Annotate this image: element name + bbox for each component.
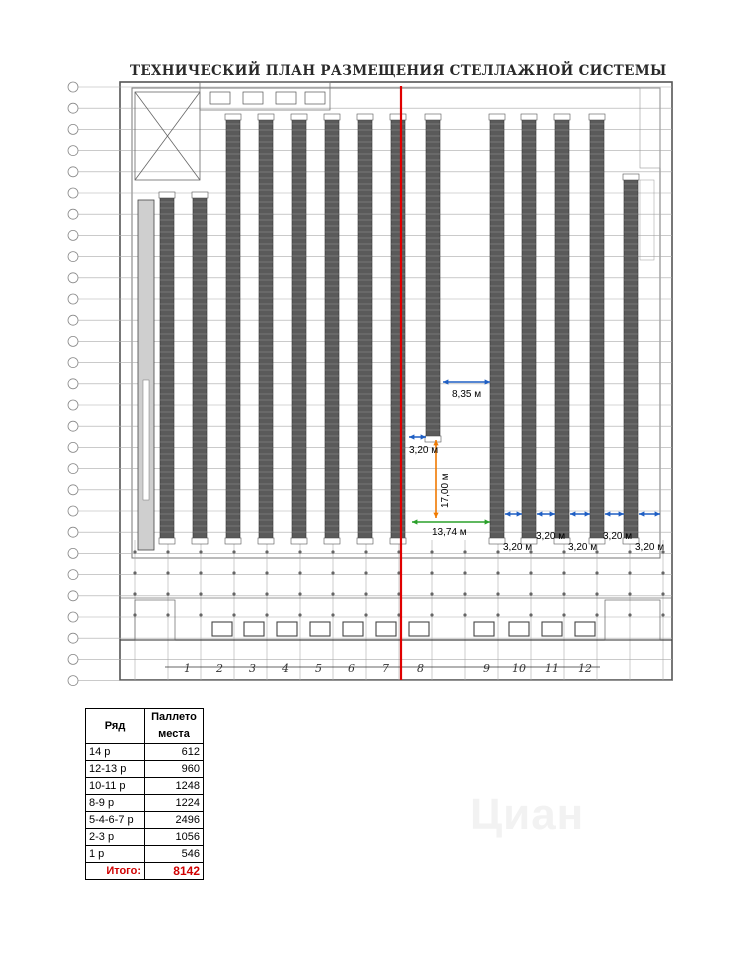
grid-axis-marker — [68, 336, 78, 346]
row-value: 612 — [145, 744, 204, 761]
rack-row — [623, 174, 639, 544]
table-row — [86, 744, 204, 761]
column-dot — [628, 550, 631, 553]
column-dot — [661, 592, 664, 595]
column-dot — [364, 613, 367, 616]
column-dot — [562, 571, 565, 574]
table-header-row: Ряд — [86, 709, 145, 744]
column-dot — [133, 571, 136, 574]
dim-label-3-20-f: 3,20 м — [635, 542, 665, 553]
grid-axis-marker — [68, 676, 78, 686]
rack-row — [324, 114, 340, 544]
rack-end-cap — [192, 538, 208, 544]
grid-axis-marker — [68, 230, 78, 240]
column-dot — [298, 613, 301, 616]
column-label-6: 6 — [348, 662, 355, 675]
row-label: 8-9 р — [86, 795, 145, 812]
grid-axis-marker — [68, 273, 78, 283]
column-dot — [562, 592, 565, 595]
dim-label-17-00: 17,00 м — [440, 473, 451, 508]
column-dot — [463, 550, 466, 553]
arrow-head — [619, 511, 624, 516]
loading-gate — [343, 622, 363, 636]
row-label: 12-13 р — [86, 761, 145, 778]
arrow-head — [655, 511, 660, 516]
column-dot — [298, 571, 301, 574]
rack-body — [555, 120, 569, 538]
rack-body — [325, 120, 339, 538]
column-dot — [628, 613, 631, 616]
rack-body — [590, 120, 604, 538]
arrow-head — [485, 519, 490, 524]
rack-end-cap — [159, 192, 175, 198]
grid-axis-marker — [68, 252, 78, 262]
row-label: 14 р — [86, 744, 145, 761]
loading-gate — [542, 622, 562, 636]
rack-end-cap — [623, 174, 639, 180]
column-dot — [166, 571, 169, 574]
rack-end-cap — [489, 114, 505, 120]
loading-gate — [310, 622, 330, 636]
table-row — [86, 829, 204, 846]
grid-axis-marker — [68, 570, 78, 580]
grid-axis-marker — [68, 654, 78, 664]
row-value: 1056 — [145, 829, 204, 846]
rack-row — [192, 192, 208, 544]
column-dot — [430, 571, 433, 574]
row-value: 546 — [145, 846, 204, 863]
corner-room — [605, 600, 660, 640]
grid-axis-marker — [68, 612, 78, 622]
dock-equipment — [305, 92, 325, 104]
rack-row — [159, 192, 175, 544]
column-dot — [265, 592, 268, 595]
total-label: Итого: — [86, 863, 145, 880]
row-value: 2496 — [145, 812, 204, 829]
loading-gate — [575, 622, 595, 636]
grid-axis-marker — [68, 124, 78, 134]
loading-gate — [409, 622, 429, 636]
arrow-head — [412, 519, 417, 524]
arrow-head — [639, 511, 644, 516]
arrow-head — [517, 511, 522, 516]
column-dot — [562, 613, 565, 616]
column-dot — [199, 613, 202, 616]
loading-gate — [474, 622, 494, 636]
column-dot — [166, 550, 169, 553]
rack-body — [292, 120, 306, 538]
column-label-9: 9 — [483, 662, 490, 675]
column-dot — [496, 550, 499, 553]
column-dot — [430, 592, 433, 595]
dim-label-3-20-b: 3,20 м — [503, 542, 533, 553]
column-dot — [562, 550, 565, 553]
column-dot — [529, 592, 532, 595]
column-dot — [661, 613, 664, 616]
loading-gate — [212, 622, 232, 636]
rack-end-cap — [357, 538, 373, 544]
arrow-head — [537, 511, 542, 516]
rack-end-cap — [324, 538, 340, 544]
column-dot — [496, 571, 499, 574]
column-label-8: 8 — [417, 662, 424, 675]
grid-axis-marker — [68, 633, 78, 643]
rack-end-cap — [225, 538, 241, 544]
table-row — [86, 778, 204, 795]
grid-axis-marker — [68, 188, 78, 198]
rack-row — [554, 114, 570, 544]
loading-gate — [509, 622, 529, 636]
rack-end-cap — [291, 538, 307, 544]
column-dot — [595, 592, 598, 595]
column-dot — [232, 571, 235, 574]
rack-row — [291, 114, 307, 544]
rack-body — [426, 120, 440, 436]
rack-row — [225, 114, 241, 544]
rack-end-cap — [291, 114, 307, 120]
rack-end-cap — [390, 114, 406, 120]
dim-arrow-13-74 — [412, 519, 490, 524]
arrow-head — [550, 511, 555, 516]
rack-row — [489, 114, 505, 544]
column-label-4: 4 — [282, 662, 289, 675]
rack-body — [226, 120, 240, 538]
rack-end-cap — [324, 114, 340, 120]
column-dot — [364, 571, 367, 574]
grid-axis-marker — [68, 442, 78, 452]
table-header-pallets: Паллето места — [145, 709, 204, 744]
column-label-5: 5 — [315, 662, 322, 675]
column-label-10: 10 — [512, 662, 526, 675]
loading-gate — [277, 622, 297, 636]
pallet-places-table — [85, 708, 204, 880]
rack-row — [390, 114, 406, 544]
column-dot — [232, 613, 235, 616]
rack-end-cap — [159, 538, 175, 544]
column-dot — [463, 613, 466, 616]
grid-axis-marker — [68, 294, 78, 304]
grid-axis-marker — [68, 167, 78, 177]
arrow-head — [409, 434, 414, 439]
dock-equipment — [210, 92, 230, 104]
rack-end-cap — [357, 114, 373, 120]
strip-label-box — [143, 380, 149, 500]
rack-row — [357, 114, 373, 544]
rack-row — [425, 114, 441, 442]
rack-rows — [159, 114, 639, 544]
rack-body — [522, 120, 536, 538]
column-dot — [298, 550, 301, 553]
total-value: 8142 — [145, 863, 204, 880]
arrow-head — [605, 511, 610, 516]
rack-end-cap — [425, 114, 441, 120]
dock-equipment — [276, 92, 296, 104]
arrow-head — [570, 511, 575, 516]
column-label-11: 11 — [545, 662, 559, 675]
dim-label-13-74: 13,74 м — [432, 527, 467, 538]
rack-row — [589, 114, 605, 544]
rack-row — [521, 114, 537, 544]
column-dot — [199, 592, 202, 595]
loading-gate — [376, 622, 396, 636]
row-value: 1224 — [145, 795, 204, 812]
dim-arrow-3-20-d — [570, 511, 590, 516]
rack-row — [258, 114, 274, 544]
column-label-7: 7 — [382, 662, 389, 675]
dim-label-3-20-e: 3,20 м — [603, 531, 633, 542]
column-dot — [430, 550, 433, 553]
rack-end-cap — [554, 114, 570, 120]
rack-end-cap — [258, 114, 274, 120]
rack-end-cap — [192, 192, 208, 198]
arrow-head — [505, 511, 510, 516]
column-dot — [628, 571, 631, 574]
grid-axis-marker — [68, 548, 78, 558]
row-label: 1 р — [86, 846, 145, 863]
rack-end-cap — [390, 538, 406, 544]
dock-equipment — [243, 92, 263, 104]
column-label-1: 1 — [184, 662, 191, 675]
plan-title: ТЕХНИЧЕСКИЙ ПЛАН РАЗМЕЩЕНИЯ СТЕЛЛАЖНОЙ СИСТЕМЫ — [130, 63, 667, 79]
column-dot — [496, 592, 499, 595]
table-total-row — [86, 863, 204, 880]
dim-arrow-3-20-b — [505, 511, 522, 516]
dim-label-8-35: 8,35 м — [452, 389, 482, 400]
column-dot — [529, 613, 532, 616]
row-value: 960 — [145, 761, 204, 778]
rack-end-cap — [425, 436, 441, 442]
rack-body — [160, 198, 174, 538]
row-label: 2-3 р — [86, 829, 145, 846]
column-dot — [628, 592, 631, 595]
dim-arrow-3-20-a — [409, 434, 426, 439]
column-dot — [133, 550, 136, 553]
row-label: 5-4-6-7 р — [86, 812, 145, 829]
column-dot — [595, 571, 598, 574]
rack-end-cap — [258, 538, 274, 544]
corner-room — [135, 600, 175, 640]
table-row — [86, 795, 204, 812]
column-label-2: 2 — [216, 662, 223, 675]
rack-end-cap — [589, 114, 605, 120]
column-dot — [166, 592, 169, 595]
column-dot — [232, 550, 235, 553]
column-dot — [232, 592, 235, 595]
right-shaft — [640, 88, 660, 168]
grid-axis-marker — [68, 400, 78, 410]
rack-body — [358, 120, 372, 538]
column-label-3: 3 — [249, 662, 256, 675]
column-dot — [265, 571, 268, 574]
grid-axis-marker — [68, 209, 78, 219]
column-dot — [364, 592, 367, 595]
column-label-12: 12 — [578, 662, 592, 675]
grid-axis-marker — [68, 485, 78, 495]
column-dot — [496, 613, 499, 616]
rack-body — [490, 120, 504, 538]
column-dot — [331, 571, 334, 574]
grid-axis-marker — [68, 146, 78, 156]
rack-end-cap — [521, 114, 537, 120]
column-dot — [463, 571, 466, 574]
column-dot — [661, 571, 664, 574]
rack-body — [193, 198, 207, 538]
grid-axis-marker — [68, 379, 78, 389]
column-dot — [463, 592, 466, 595]
column-dot — [133, 592, 136, 595]
rack-body — [259, 120, 273, 538]
watermark-logo: Циан — [470, 790, 585, 839]
rack-end-cap — [225, 114, 241, 120]
column-dot — [166, 613, 169, 616]
table-row — [86, 761, 204, 778]
column-dot — [331, 613, 334, 616]
dim-arrow-3-20-f — [639, 511, 660, 516]
grid-axis-marker — [68, 421, 78, 431]
right-label-zone — [640, 180, 654, 260]
dim-arrow-3-20-e — [605, 511, 624, 516]
column-dot — [298, 592, 301, 595]
dim-label-3-20-c: 3,20 м — [536, 531, 566, 542]
dim-arrow-3-20-c — [537, 511, 555, 516]
arrow-head — [433, 513, 438, 518]
column-dot — [595, 613, 598, 616]
column-dot — [199, 571, 202, 574]
grid-axis-marker — [68, 527, 78, 537]
row-value: 1248 — [145, 778, 204, 795]
column-dot — [199, 550, 202, 553]
grid-axis-marker — [68, 506, 78, 516]
rack-body — [391, 120, 405, 538]
dim-label-3-20-d: 3,20 м — [568, 542, 598, 553]
column-dot — [529, 571, 532, 574]
column-dot — [430, 613, 433, 616]
column-dot — [331, 592, 334, 595]
column-dot — [364, 550, 367, 553]
table-row — [86, 846, 204, 863]
grid-axis-marker — [68, 103, 78, 113]
table-row — [86, 812, 204, 829]
column-dot — [331, 550, 334, 553]
grid-axis-marker — [68, 358, 78, 368]
column-dot — [265, 613, 268, 616]
row-label: 10-11 р — [86, 778, 145, 795]
grid-axis-marker — [68, 591, 78, 601]
column-dot — [265, 550, 268, 553]
grid-axis-marker — [68, 464, 78, 474]
loading-gate — [244, 622, 264, 636]
arrow-head — [585, 511, 590, 516]
grid-axis-marker — [68, 315, 78, 325]
dim-label-3-20-a: 3,20 м — [409, 445, 439, 456]
grid-axis-marker — [68, 82, 78, 92]
